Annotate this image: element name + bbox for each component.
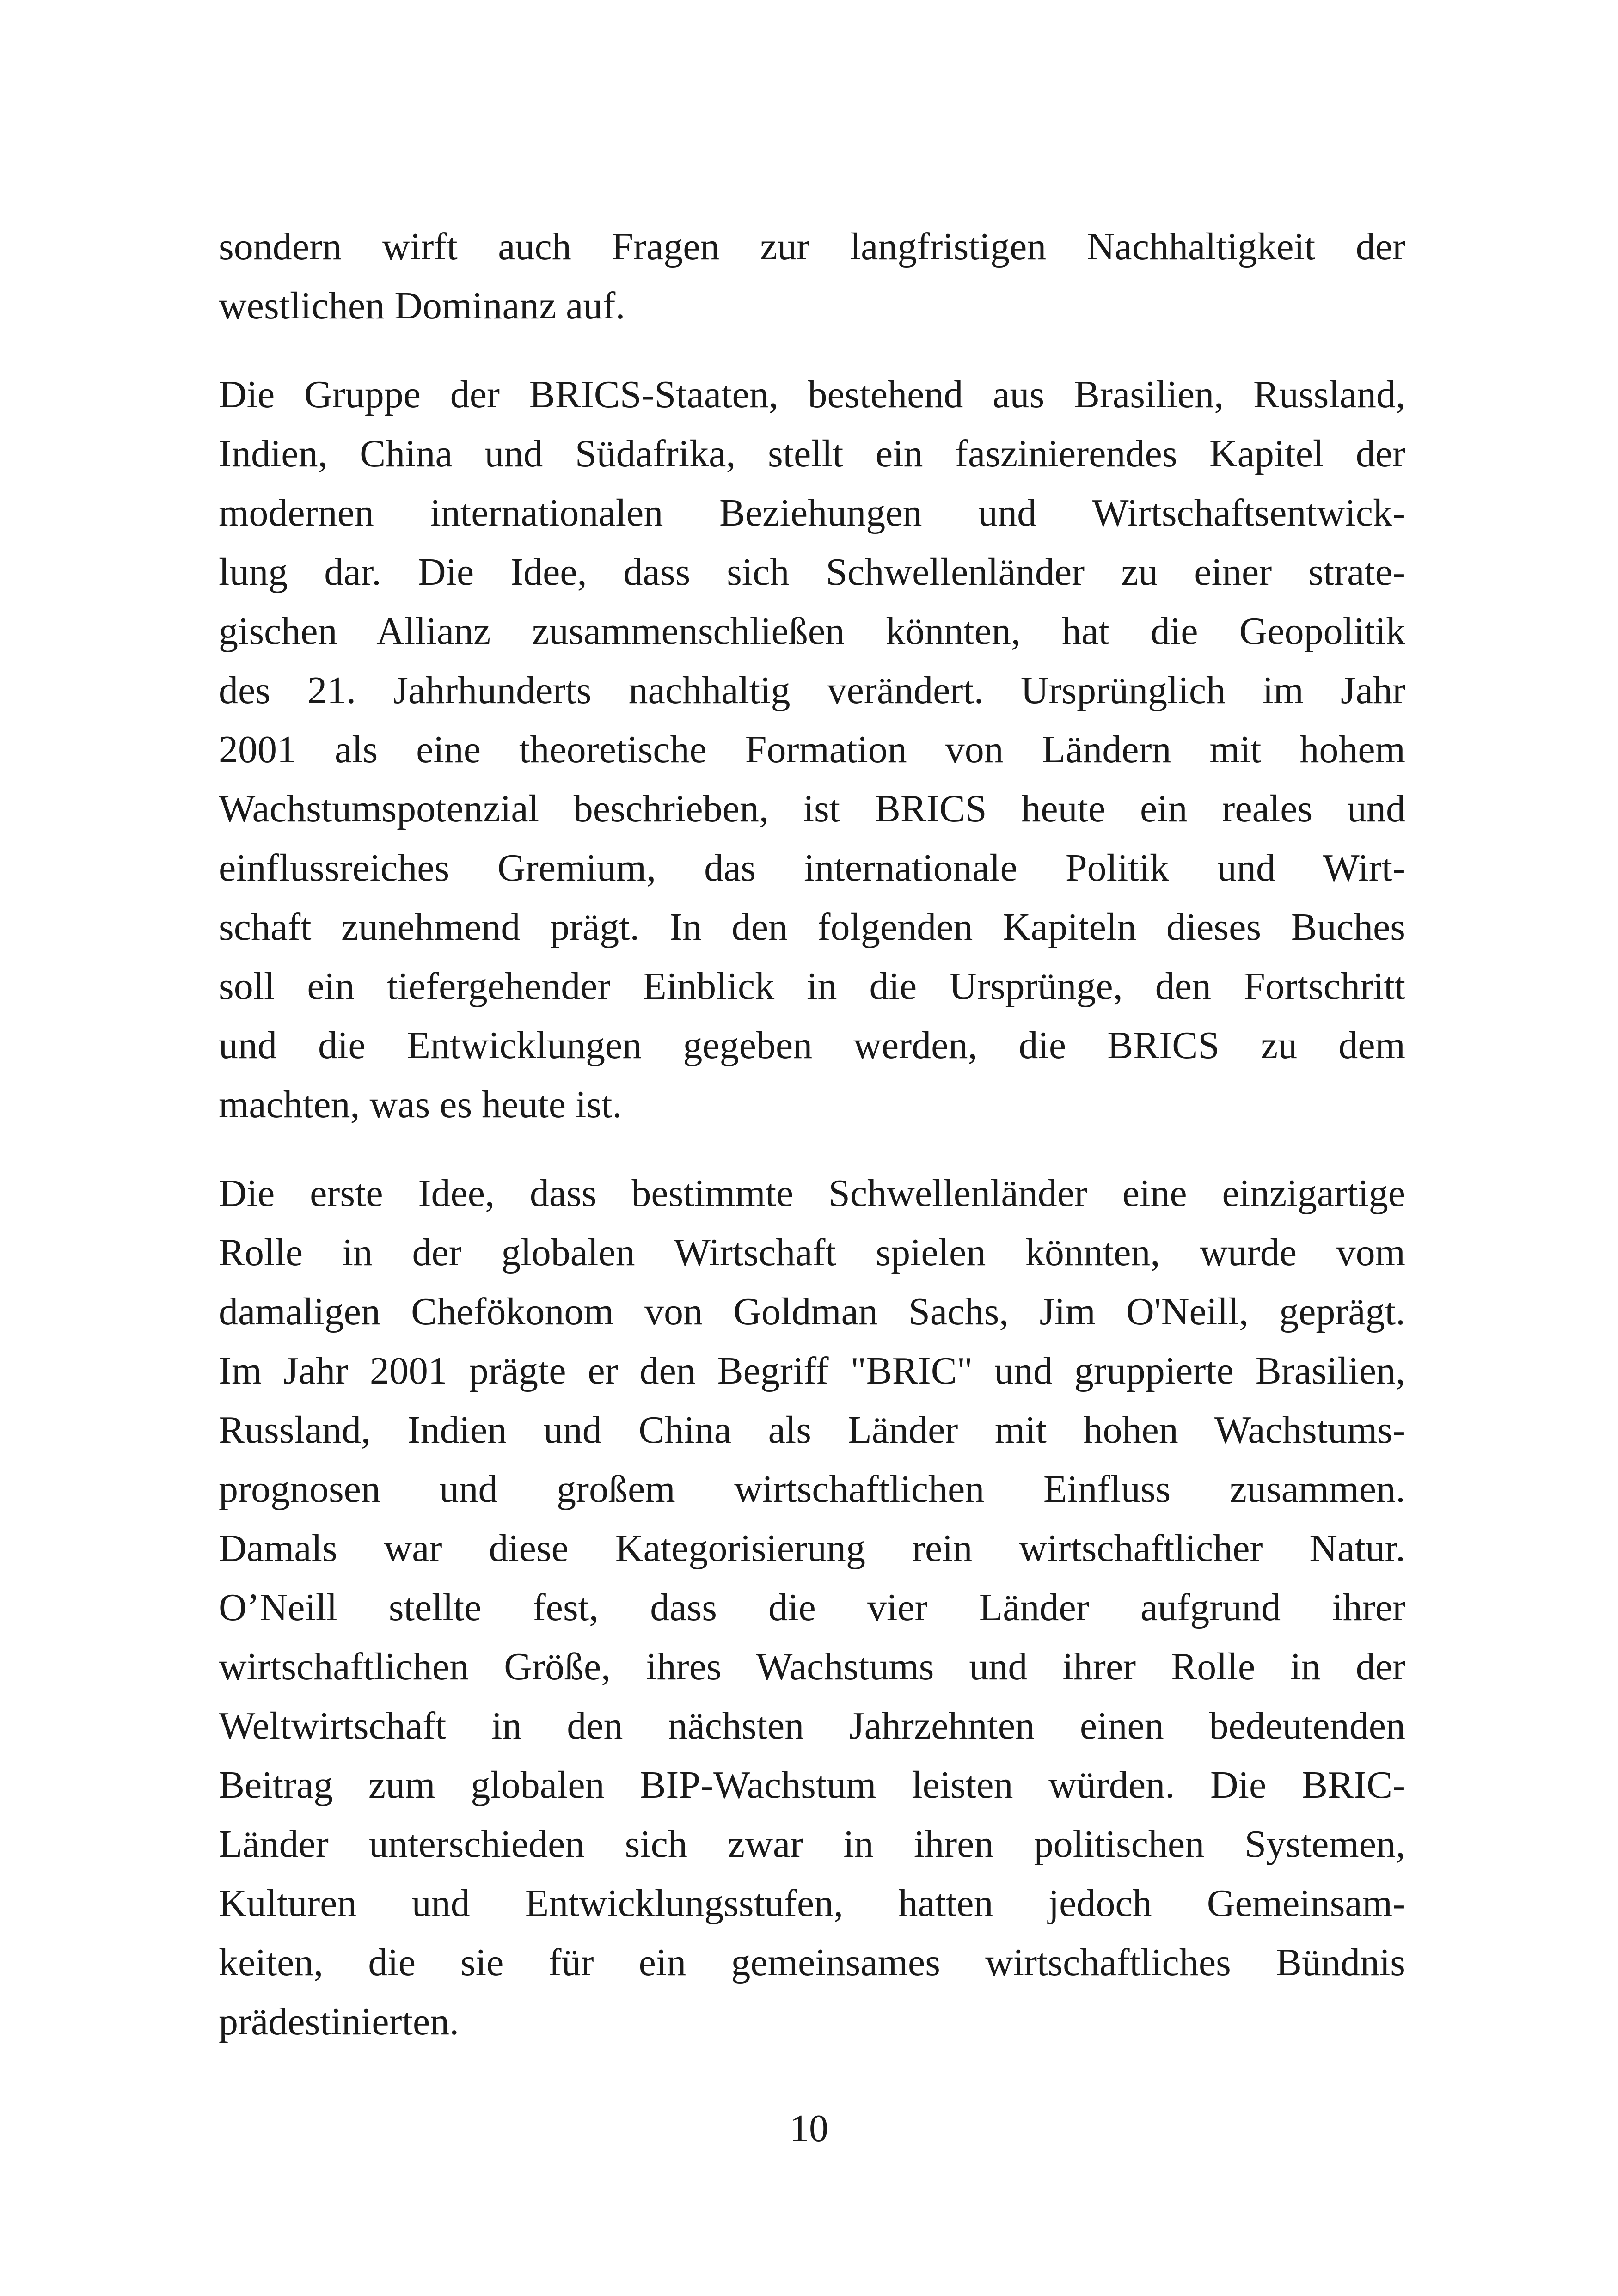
paragraph-3 <box>219 1164 1405 2051</box>
text-line: machten, was es heute ist. <box>219 1083 622 1126</box>
text-line: gischen Allianz zusammenschließen könnten, hat die Geopolitik <box>219 610 1405 653</box>
text-line: sondern wirft auch Fragen zur langfristigen Nachhaltigkeit der <box>219 225 1405 268</box>
text-line: modernen internationalen Beziehungen und Wirtschaftsentwick- <box>219 491 1405 534</box>
text-line: Im Jahr 2001 prägte er den Begriff "BRIC" und gruppierte Brasilien, <box>219 1349 1405 1392</box>
text-line: prädestinierten. <box>219 2000 460 2043</box>
text-line: prognosen und großem wirtschaftlichen Einfluss zusammen. <box>219 1468 1405 1511</box>
text-line: Weltwirtschaft in den nächsten Jahrzehnten einen bedeutenden <box>219 1704 1405 1747</box>
body-text <box>219 217 1405 2081</box>
paragraph-2 <box>219 365 1405 1134</box>
text-line: wirtschaftlichen Größe, ihres Wachstums und ihrer Rolle in der <box>219 1645 1405 1688</box>
text-line: O’Neill stellte fest, dass die vier Länder aufgrund ihrer <box>219 1586 1405 1629</box>
text-line: Die erste Idee, dass bestimmte Schwellenländer eine einzigartige <box>219 1172 1405 1215</box>
text-line: damaligen Chefökonom von Goldman Sachs, Jim O'Neill, geprägt. <box>219 1290 1405 1333</box>
text-line: Kulturen und Entwicklungsstufen, hatten jedoch Gemeinsam- <box>219 1882 1405 1925</box>
text-line: des 21. Jahrhunderts nachhaltig verändert. Ursprünglich im Jahr <box>219 669 1405 712</box>
text-line: Länder unterschieden sich zwar in ihren politischen Systemen, <box>219 1823 1405 1866</box>
text-line: soll ein tiefergehender Einblick in die Ursprünge, den Fortschritt <box>219 965 1405 1008</box>
page-number: 10 <box>790 2107 828 2150</box>
text-line: Beitrag zum globalen BIP-Wachstum leisten würden. Die BRIC- <box>219 1763 1405 1806</box>
text-line: Wachstumspotenzial beschrieben, ist BRICS heute ein reales und <box>219 787 1405 830</box>
text-line: Indien, China und Südafrika, stellt ein faszinierendes Kapitel der <box>219 432 1405 475</box>
text-line: lung dar. Die Idee, dass sich Schwellenländer zu einer strate- <box>219 551 1405 594</box>
text-line: westlichen Dominanz auf. <box>219 284 625 327</box>
text-line: einflussreiches Gremium, das internationale Politik und Wirt- <box>219 846 1405 889</box>
text-line: 2001 als eine theoretische Formation von Ländern mit hohem <box>219 728 1405 771</box>
text-line: Rolle in der globalen Wirtschaft spielen könnten, wurde vom <box>219 1231 1405 1274</box>
text-line: Russland, Indien und China als Länder mit hohen Wachstums- <box>219 1408 1405 1451</box>
text-line: keiten, die sie für ein gemeinsames wirtschaftliches Bündnis <box>219 1941 1405 1984</box>
paragraph-1 <box>219 217 1405 336</box>
text-line: Damals war diese Kategorisierung rein wirtschaftlicher Natur. <box>219 1527 1405 1570</box>
text-line: und die Entwicklungen gegeben werden, die BRICS zu dem <box>219 1024 1405 1067</box>
text-line: schaft zunehmend prägt. In den folgenden Kapiteln dieses Buches <box>219 906 1405 949</box>
text-line: Die Gruppe der BRICS-Staaten, bestehend aus Brasilien, Russland, <box>219 373 1405 416</box>
